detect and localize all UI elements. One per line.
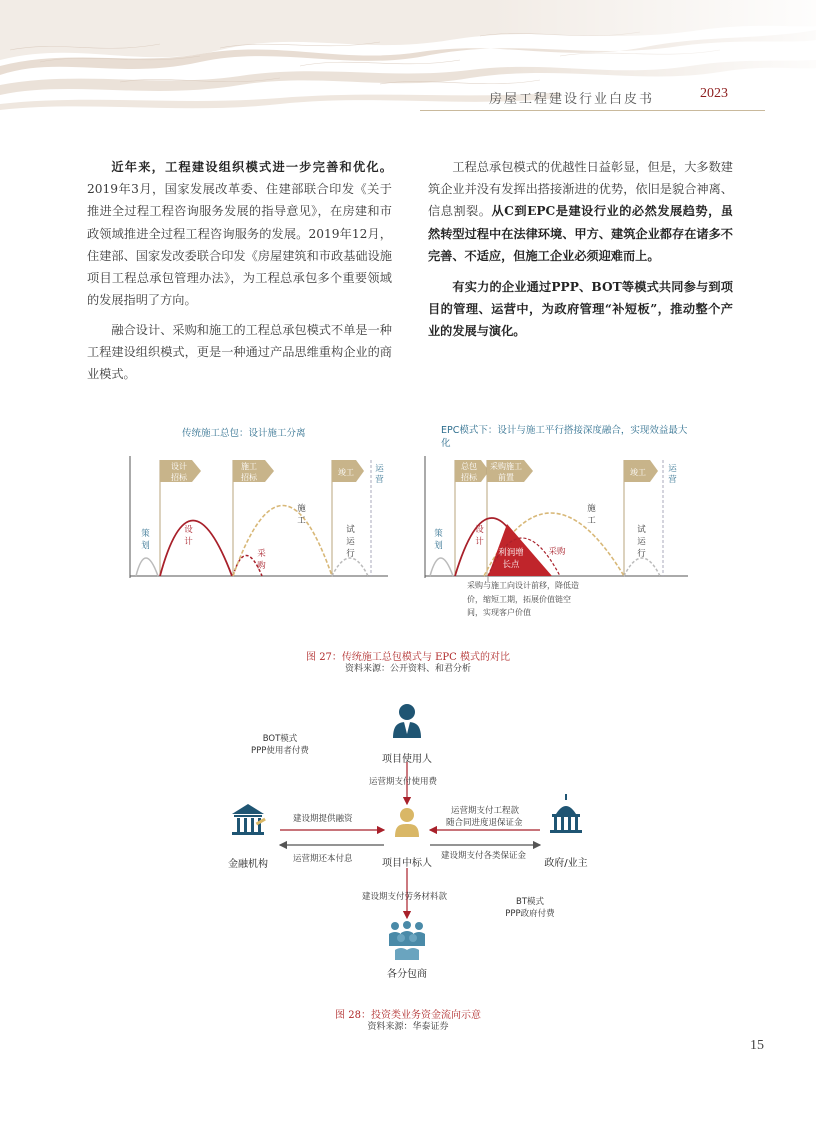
left-design-curve [160, 521, 232, 577]
flow-gov-to-bidder-1: 运营期支付工程款 [451, 806, 520, 816]
flag-label-epc-bid: 总包招标 [461, 462, 477, 482]
fig27-caption: 图 27：传统施工总包模式与 EPC 模式的对比 [306, 652, 510, 663]
label-construct-right: 施工 [587, 504, 596, 526]
fig27-diagram [0, 440, 816, 640]
flow-finance-to-bidder: 建设期提供融资 [293, 814, 353, 824]
flag-label-epc-complete: 竣工 [630, 468, 646, 477]
label-plan-left: 策划 [141, 529, 150, 551]
label-procure-left: 采购 [257, 549, 266, 571]
label-trial-left: 试运行 [346, 525, 355, 559]
fig27-note: 采购与施工向设计前移，降低造价，缩短工期，拓展价值链空间，实现客户价值 [467, 581, 579, 617]
left-paragraph-1-body: 2019年3月，国家发展改革委、住建部联合印发《关于推进全过程工程咨询服务发展的指导意见》，在房建和市政领域推进全过程工程咨询服务的发展。2019年12月，住建部、国家发改委联合印发《房屋建筑和市政基础设施项目工程总承包管理办法》，为工程总承包多个重要领域的发展指明了方向。 [87, 182, 392, 308]
bot-model-note: BOT模式 PPP使用者付费 [251, 734, 309, 756]
flow-bidder-to-subs: 建设期支付劳务材料款 [362, 892, 448, 902]
flag-label-procure-front: 采购施工前置 [490, 462, 522, 482]
project-user-icon [393, 704, 421, 738]
flag-label-epc-operation: 运营 [668, 464, 677, 485]
label-design-left: 设计 [184, 525, 193, 547]
fig28-caption: 图 28：投资类业务资金流向示意 [335, 1010, 481, 1021]
header-divider [420, 110, 765, 111]
fig27-source: 资料来源：公开资料、和君分析 [344, 664, 471, 674]
node-project-bidder: 项目中标人 [382, 858, 432, 869]
left-paragraph-1-lead: 近年来，工程建设组织模式进一步完善和优化。 [111, 160, 392, 174]
node-government-owner: 政府/业主 [544, 858, 588, 869]
flow-user-to-bidder: 运营期支付使用费 [369, 777, 438, 787]
right-paragraph-1-emphasis: 从C到EPC是建设行业的必然发展趋势，虽然转型过程中在法律环境、甲方、建筑企业都存在诸多不完善、不适应，但施工企业必须迎难而上。 [428, 204, 733, 263]
fig27-right-title: EPC模式下：设计与施工平行搭接深度融合，实现效益最大化 [441, 425, 688, 449]
right-paragraph-1-body: 工程总承包模式的优越性日益彰显，但是，大多数建筑企业并没有发挥出搭接渐进的优势，依旧是貌合神离、信息割裂。 [428, 160, 733, 219]
flow-bidder-to-gov: 建设期支付各类保证金 [441, 851, 527, 861]
label-plan-right: 策划 [434, 529, 443, 551]
node-project-user: 项目使用人 [382, 754, 432, 765]
government-icon [550, 794, 582, 833]
left-paragraph-1 [87, 156, 392, 311]
right-paragraph-1 [428, 156, 733, 267]
label-design-right: 设计 [475, 525, 484, 547]
finance-institution-icon [232, 804, 266, 835]
flag-label-operation: 运营 [375, 464, 384, 485]
flag-label-complete: 竣工 [338, 468, 354, 477]
node-subcontractors: 各分包商 [387, 969, 427, 980]
fig27-left-title: 传统施工总包：设计施工分离 [182, 428, 306, 439]
right-paragraph-2: 有实力的企业通过PPP、BOT等模式共同参与到项目的管理、运营中，为政府管理“补短板”，推动整个产业的发展与演化。 [428, 280, 733, 339]
flow-gov-to-bidder-2: 随合同进度退保证金 [446, 818, 523, 828]
fig28-source: 资料来源：华泰证券 [367, 1022, 449, 1032]
left-construct-curve [233, 506, 332, 577]
label-profit-point: 利润增长点 [498, 548, 524, 570]
subcontractors-icon [389, 921, 425, 960]
left-paragraph-2: 融合设计、采购和施工的工程总承包模式不单是一种工程建设组织模式，更是一种通过产品思维重构企业的商业模式。 [87, 323, 392, 382]
flag-label-construct-bid: 施工招标 [241, 462, 257, 482]
bt-model-note: BT模式 PPP政府付费 [505, 897, 555, 919]
report-year: 2023 [700, 86, 728, 101]
fig28-diagram [0, 700, 816, 980]
flag-label-design-bid: 设计招标 [171, 462, 187, 482]
flow-bidder-to-finance: 运营期还本付息 [293, 854, 353, 864]
label-trial-right: 试运行 [637, 525, 646, 559]
bidder-icon [395, 808, 419, 837]
report-title: 房屋工程建设行业白皮书 [488, 92, 654, 107]
node-finance-institution: 金融机构 [228, 859, 268, 870]
label-construct-left: 施工 [297, 504, 306, 526]
page-number: 15 [750, 1038, 764, 1053]
label-procure-right: 采购 [548, 547, 566, 557]
